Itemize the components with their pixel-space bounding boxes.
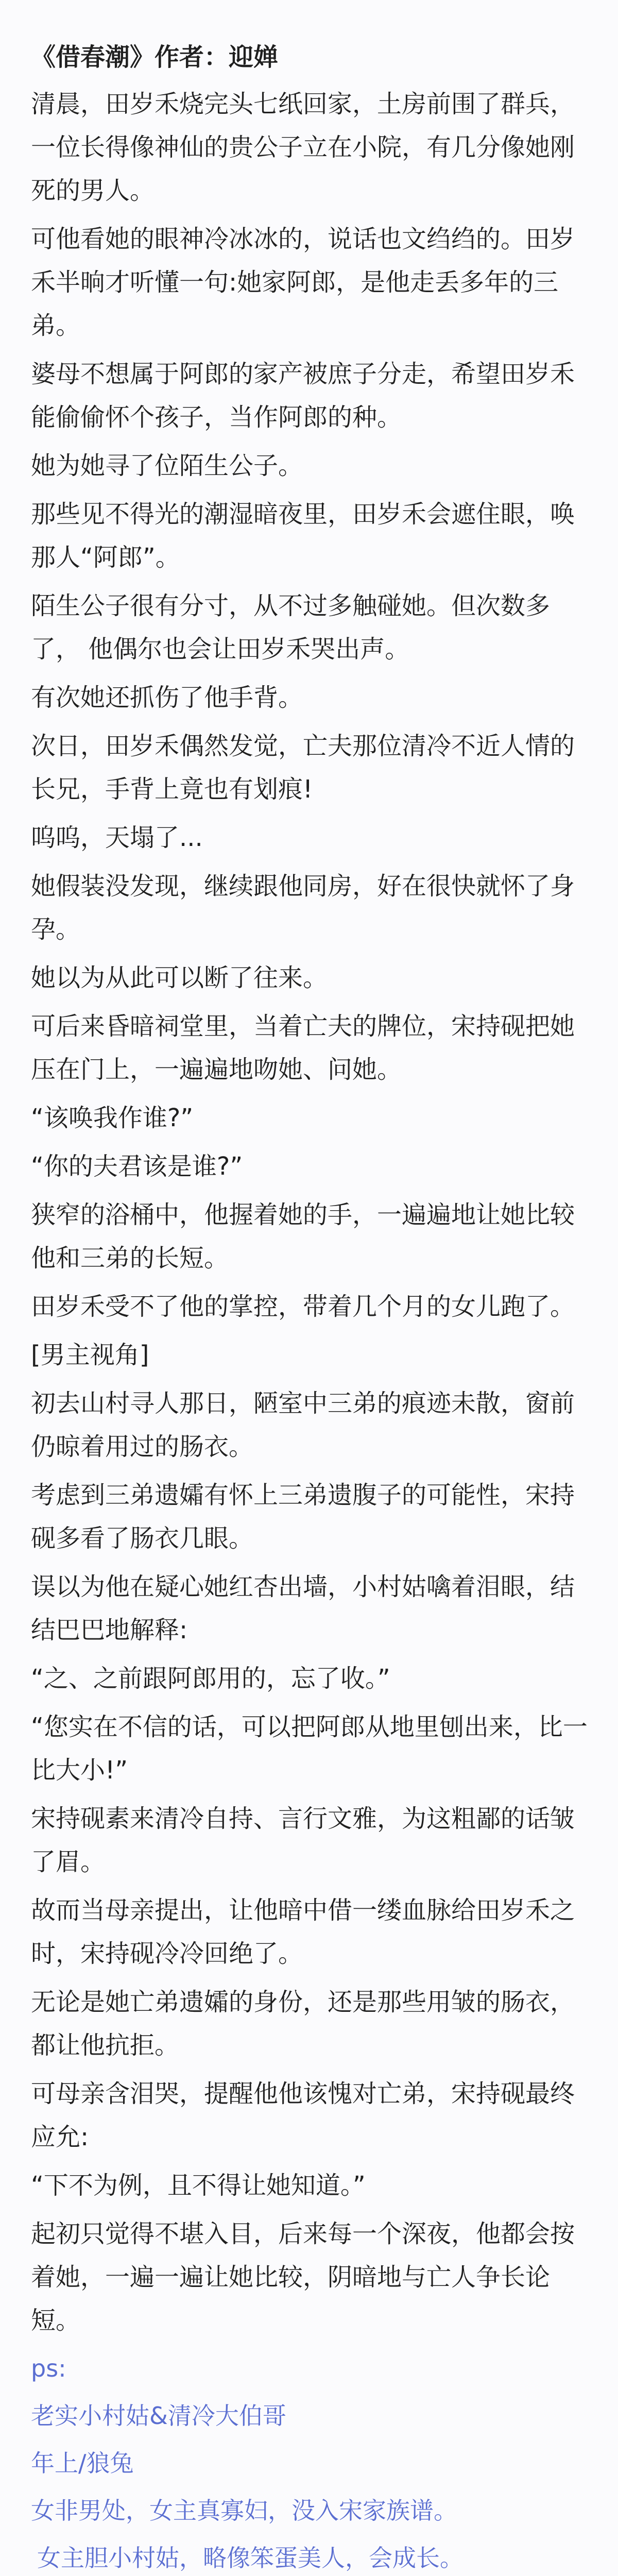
paragraph: 初去山村寻人那日，陋室中三弟的痕迹未散，窗前仍晾着用过的肠衣。 [31, 1389, 575, 1461]
paragraph: 考虑到三弟遗孀有怀上三弟遗腹子的可能性，宋持砚多看了肠衣几眼。 [31, 1481, 575, 1553]
paragraph: 那些见不得光的潮湿暗夜里，田岁禾会遮住眼，唤那人“阿郎”。 [31, 500, 575, 572]
ps-line: 女主胆小村姑，略像笨蛋美人，会成长。 [37, 2544, 464, 2572]
paragraph: 陌生公子很有分寸，从不过多触碰她。但次数多了， 他偶尔也会让田岁禾哭出声。 [31, 591, 551, 664]
ps-line: 老实小村姑&清冷大伯哥 [31, 2402, 286, 2430]
paragraph: 可他看她的眼神冷冰冰的，说话也文绉绉的。田岁禾半晌才听懂一句:她家阿郎，是他走丢多年的三弟。 [31, 225, 575, 340]
paragraph: 婆母不想属于阿郎的家产被庶子分走，希望田岁禾能偷偷怀个孩子，当作阿郎的种。 [31, 360, 575, 432]
paragraph: 可后来昏暗祠堂里，当着亡夫的牌位，宋持砚把她压在门上，一遍遍地吻她、问她。 [31, 1012, 575, 1084]
ps-line: 年上/狼兔 [31, 2449, 134, 2477]
paragraph: 可母亲含泪哭，提醒他他该愧对亡弟，宋持砚最终应允: [31, 2079, 575, 2151]
document-content [31, 36, 592, 2576]
paragraph: “之、之前跟阿郎用的，忘了收。” [31, 1664, 390, 1693]
paragraph: 田岁禾受不了他的掌控，带着几个月的女儿跑了。 [31, 1292, 575, 1321]
paragraph: 次日，田岁禾偶然发觉，亡夫那位清冷不近人情的长兄，手背上竟也有划痕! [31, 732, 575, 804]
paragraph: 清晨，田岁禾烧完头七纸回家，土房前围了群兵，一位长得像神仙的贵公子立在小院，有几分像她刚死的男人。 [31, 90, 575, 205]
section-heading: [男主视角] [31, 1341, 149, 1369]
paragraph: 狭窄的浴桶中，他握着她的手，一遍遍地让她比较他和三弟的长短。 [31, 1200, 575, 1273]
ps-label: ps: [31, 2354, 66, 2382]
page-title: 《借春潮》作者：迎婵 [31, 43, 279, 72]
paragraph: 宋持砚素来清冷自持、言行文雅，为这粗鄙的话皱了眉。 [31, 1804, 575, 1876]
paragraph: “该唤我作谁?” [31, 1104, 194, 1132]
paragraph: 误以为他在疑心她红杏出墙，小村姑噙着泪眼，结结巴巴地解释: [31, 1572, 575, 1645]
paragraph: 呜呜，天塌了... [31, 823, 203, 852]
paragraph: 故而当母亲提出，让他暗中借一缕血脉给田岁禾之时，宋持砚冷冷回绝了。 [31, 1896, 575, 1968]
paragraph: 无论是她亡弟遗孀的身份，还是那些用皱的肠衣，都让他抗拒。 [31, 1988, 575, 2060]
ps-line: 女非男处，女主真寡妇，没入宋家族谱。 [31, 2497, 457, 2524]
ps-section [31, 2347, 592, 2576]
paragraph: 她以为从此可以断了往来。 [31, 963, 328, 992]
paragraph: “你的夫君该是谁?” [31, 1152, 243, 1181]
paragraph: “您实在不信的话，可以把阿郎从地里刨出来，比一比大小!” [31, 1713, 588, 1785]
paragraph: “下不为例，且不得让她知道。” [31, 2171, 366, 2200]
paragraph: 起初只觉得不堪入目，后来每一个深夜，他都会按着她，一遍一遍让她比较，阴暗地与亡人争长论短。 [31, 2219, 575, 2335]
paragraph: 她为她寻了位陌生公子。 [31, 451, 303, 480]
paragraph: 有次她还抓伤了他手背。 [31, 683, 303, 712]
paragraph: 她假装没发现，继续跟他同房，好在很快就怀了身孕。 [31, 872, 575, 944]
